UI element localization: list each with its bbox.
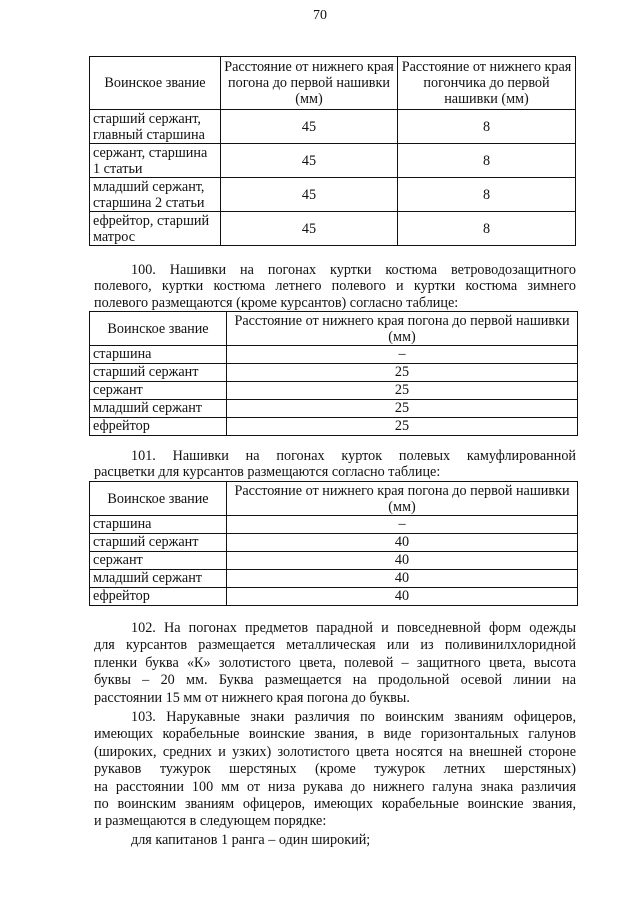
- value-cell: 40: [227, 552, 578, 570]
- value-cell: 40: [227, 570, 578, 588]
- paragraph-102: [94, 620, 576, 707]
- paragraph-line: 101. Нашивки на погонах курток полевых камуфлированной: [131, 448, 576, 464]
- paragraph-line: (широких, средних и узких) золотистого цвета носятся на внешней стороне: [94, 743, 576, 760]
- paragraph-line: и размещаются в следующем порядке:: [94, 813, 327, 830]
- table-header-row: [90, 482, 578, 516]
- paragraph-100: [94, 262, 576, 311]
- paragraph-line: расстоянии 15 мм от нижнего края погона до буквы.: [94, 689, 410, 706]
- table-row: [90, 364, 578, 382]
- paragraph-line: 103. Нарукавные знаки различия по воинским званиям офицеров,: [131, 709, 576, 725]
- table-row: [90, 400, 578, 418]
- value-cell: 25: [227, 418, 578, 436]
- table-row: [90, 588, 578, 606]
- paragraph-captains: [94, 832, 576, 848]
- value-cell: 8: [398, 178, 576, 212]
- rank-cell: старший сержант: [90, 534, 227, 552]
- table-row: [90, 110, 576, 144]
- paragraph-line: полевого размещаются (кроме курсантов) согласно таблице:: [94, 294, 459, 311]
- paragraph-103: [94, 709, 576, 831]
- value-cell: 25: [227, 400, 578, 418]
- table-row: [90, 418, 578, 436]
- paragraph-line: для капитанов 1 ранга – один широкий;: [131, 832, 371, 848]
- paragraph-line: 100. Нашивки на погонах куртки костюма ветроводозащитного: [131, 262, 576, 278]
- value-cell: 45: [221, 212, 398, 246]
- value-cell: 40: [227, 534, 578, 552]
- table-row: [90, 144, 576, 178]
- value-cell: 8: [398, 144, 576, 178]
- page-number: 70: [313, 8, 327, 23]
- table-row: [90, 178, 576, 212]
- rank-cell: младший сержант: [90, 400, 227, 418]
- rank-cell: старший сержант, главный старшина: [90, 110, 221, 144]
- paragraph-line: для курсантов размещается металлическая или из поливинилхлоридной: [94, 637, 576, 654]
- rank-cell: младший сержант: [90, 570, 227, 588]
- rank-cell: старшина: [90, 346, 227, 364]
- table-row: [90, 570, 578, 588]
- header-rank: Воинское звание: [90, 57, 221, 110]
- rank-cell: ефрейтор: [90, 418, 227, 436]
- rank-cell: ефрейтор: [90, 588, 227, 606]
- table-row: [90, 212, 576, 246]
- header-pogon-distance: Расстояние от нижнего края погона до первой нашивки (мм): [227, 312, 578, 346]
- table-insignia-2: [89, 311, 578, 436]
- table-row: [90, 516, 578, 534]
- paragraph-line: на расстоянии 100 мм от низа рукава до нижнего галуна знака различия: [94, 778, 576, 795]
- paragraph-line: по воинским званиям офицеров, имеющих корабельные воинские звания,: [94, 796, 576, 813]
- paragraph-line: имеющих корабельные воинские звания, в виде горизонтальных галунов: [94, 726, 576, 743]
- paragraph-line: рукавов тужурок шерстяных (кроме тужурок летних шерстяных): [94, 761, 576, 778]
- rank-cell: сержант: [90, 382, 227, 400]
- paragraph-line: пленки буква «К» золотистого цвета, полевой – защитного цвета, высота: [94, 654, 576, 671]
- value-cell: –: [227, 516, 578, 534]
- value-cell: 40: [227, 588, 578, 606]
- value-cell: 45: [221, 110, 398, 144]
- table-insignia-1: [89, 56, 576, 246]
- rank-cell: старшина: [90, 516, 227, 534]
- paragraph-line: буквы – 20 мм. Буква размещается на продольной осевой линии на: [94, 672, 576, 689]
- value-cell: 8: [398, 110, 576, 144]
- paragraph-line: расцветки для курсантов размещаются согласно таблице:: [94, 464, 441, 481]
- paragraph-line: 102. На погонах предметов парадной и повседневной форм одежды: [131, 620, 576, 636]
- paragraph-line: полевого, куртки костюма летнего полевого и куртки костюма зимнего: [94, 278, 576, 295]
- value-cell: 8: [398, 212, 576, 246]
- rank-cell: ефрейтор, старший матрос: [90, 212, 221, 246]
- value-cell: 25: [227, 382, 578, 400]
- table-insignia-3: [89, 481, 578, 606]
- value-cell: 45: [221, 144, 398, 178]
- header-pogonchik-distance: Расстояние от нижнего края погончика до первой нашивки (мм): [398, 57, 576, 110]
- table-header-row: [90, 57, 576, 110]
- table-row: [90, 382, 578, 400]
- header-rank: Воинское звание: [90, 482, 227, 516]
- table-row: [90, 552, 578, 570]
- value-cell: –: [227, 346, 578, 364]
- header-pogon-distance: Расстояние от нижнего края погона до первой нашивки (мм): [221, 57, 398, 110]
- header-rank: Воинское звание: [90, 312, 227, 346]
- table-header-row: [90, 312, 578, 346]
- rank-cell: младший сержант, старшина 2 статьи: [90, 178, 221, 212]
- rank-cell: сержант: [90, 552, 227, 570]
- header-pogon-distance: Расстояние от нижнего края погона до первой нашивки (мм): [227, 482, 578, 516]
- rank-cell: старший сержант: [90, 364, 227, 382]
- rank-cell: сержант, старшина 1 статьи: [90, 144, 221, 178]
- value-cell: 45: [221, 178, 398, 212]
- table-row: [90, 534, 578, 552]
- table-row: [90, 346, 578, 364]
- paragraph-101: [94, 448, 576, 481]
- value-cell: 25: [227, 364, 578, 382]
